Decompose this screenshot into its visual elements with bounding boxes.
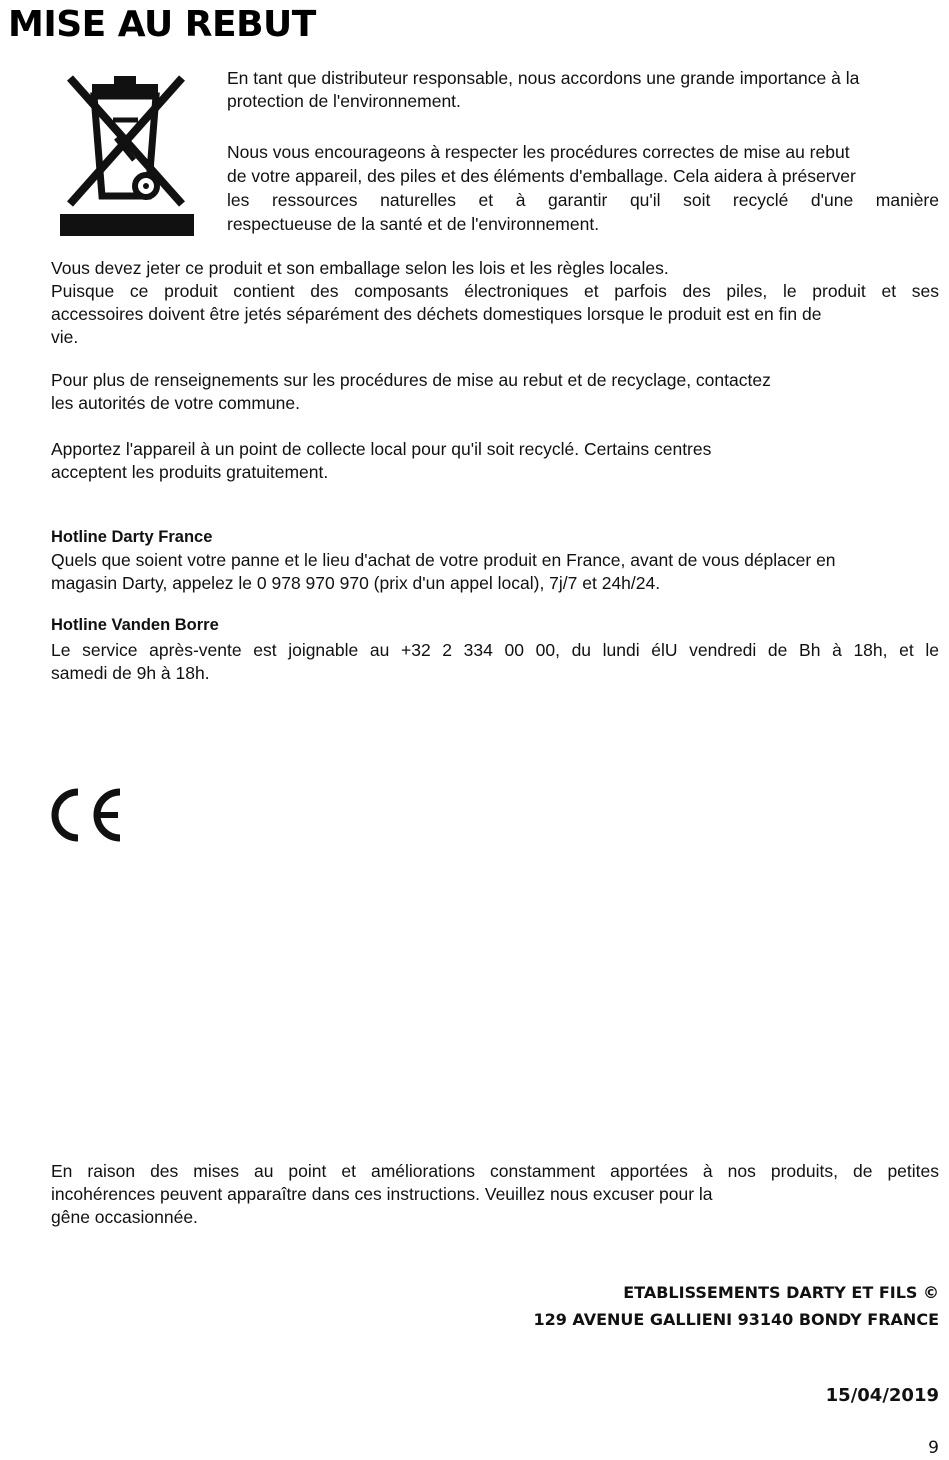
page-title: MISE AU REBUT bbox=[8, 4, 316, 45]
collect-line: Apportez l'appareil à un point de collecte local pour qu'il soit recyclé. Certains centres bbox=[51, 439, 712, 459]
hotline-darty-line: Quels que soient votre panne et le lieu d'achat de votre produit en France, avant de vous déplacer en bbox=[51, 550, 836, 570]
disposal-paragraph bbox=[51, 257, 939, 349]
disposal-line: Vous devez jeter ce produit et son emballage selon les lois et les règles locales. bbox=[51, 258, 669, 278]
intro-line: de votre appareil, des piles et des éléments d'emballage. Cela aidera à préserver bbox=[227, 166, 856, 186]
disposal-line: Puisque ce produit contient des composants électroniques et parfois des piles, le produit et ses bbox=[51, 281, 939, 301]
intro-line: les ressources naturelles et à garantir qu'il soit recyclé d'une manière bbox=[227, 190, 939, 210]
info-line: les autorités de votre commune. bbox=[51, 393, 301, 413]
company-address: 129 AVENUE GALLIENI 93140 BONDY FRANCE bbox=[533, 1310, 939, 1329]
page-number: 9 bbox=[928, 1438, 939, 1458]
hotline-vanden-line: samedi de 9h à 18h. bbox=[51, 663, 210, 683]
intro-paragraph-1: En tant que distributeur responsable, nous accordons une grande importance à la protection de l'environnement. bbox=[227, 68, 860, 111]
hotline-darty-heading: Hotline Darty France bbox=[51, 528, 213, 546]
disposal-line: vie. bbox=[51, 327, 79, 347]
disposal-line: accessoires doivent être jetés séparément des déchets domestiques lorsque le produit est en fin de bbox=[51, 304, 822, 324]
hotline-vanden-section bbox=[51, 614, 939, 685]
hotline-vanden-line: Le service après-vente est joignable au +32 2 334 00 00, du lundi élU vendredi de Bh à 18h, et le bbox=[51, 640, 939, 660]
intro-line: Nous vous encourageons à respecter les procédures correctes de mise au rebut bbox=[227, 142, 850, 162]
intro-line: respectueuse de la santé et de l'environnement. bbox=[227, 214, 600, 234]
intro-paragraph-2 bbox=[227, 140, 939, 236]
disclaimer-line: En raison des mises au point et améliorations constamment apportées à nos produits, de petites bbox=[51, 1161, 939, 1181]
company-name: ETABLISSEMENTS DARTY ET FILS © bbox=[623, 1283, 939, 1302]
hotline-darty-line: magasin Darty, appelez le 0 978 970 970 (prix d'un appel local), 7j/7 et 24h/24. bbox=[51, 573, 661, 593]
weee-crossed-bin-icon bbox=[58, 68, 198, 238]
collect-paragraph bbox=[51, 438, 939, 484]
collect-line: acceptent les produits gratuitement. bbox=[51, 462, 329, 482]
hotline-darty-section bbox=[51, 526, 939, 595]
disclaimer-paragraph bbox=[51, 1160, 939, 1229]
hotline-vanden-heading: Hotline Vanden Borre bbox=[51, 616, 219, 634]
document-date: 15/04/2019 bbox=[825, 1385, 939, 1406]
ce-mark-icon bbox=[48, 786, 126, 844]
info-line: Pour plus de renseignements sur les procédures de mise au rebut et de recyclage, contactez bbox=[51, 370, 771, 390]
disclaimer-line: gêne occasionnée. bbox=[51, 1207, 198, 1227]
disclaimer-line: incohérences peuvent apparaître dans ces instructions. Veuillez nous excuser pour la bbox=[51, 1184, 713, 1204]
info-paragraph bbox=[51, 369, 939, 415]
